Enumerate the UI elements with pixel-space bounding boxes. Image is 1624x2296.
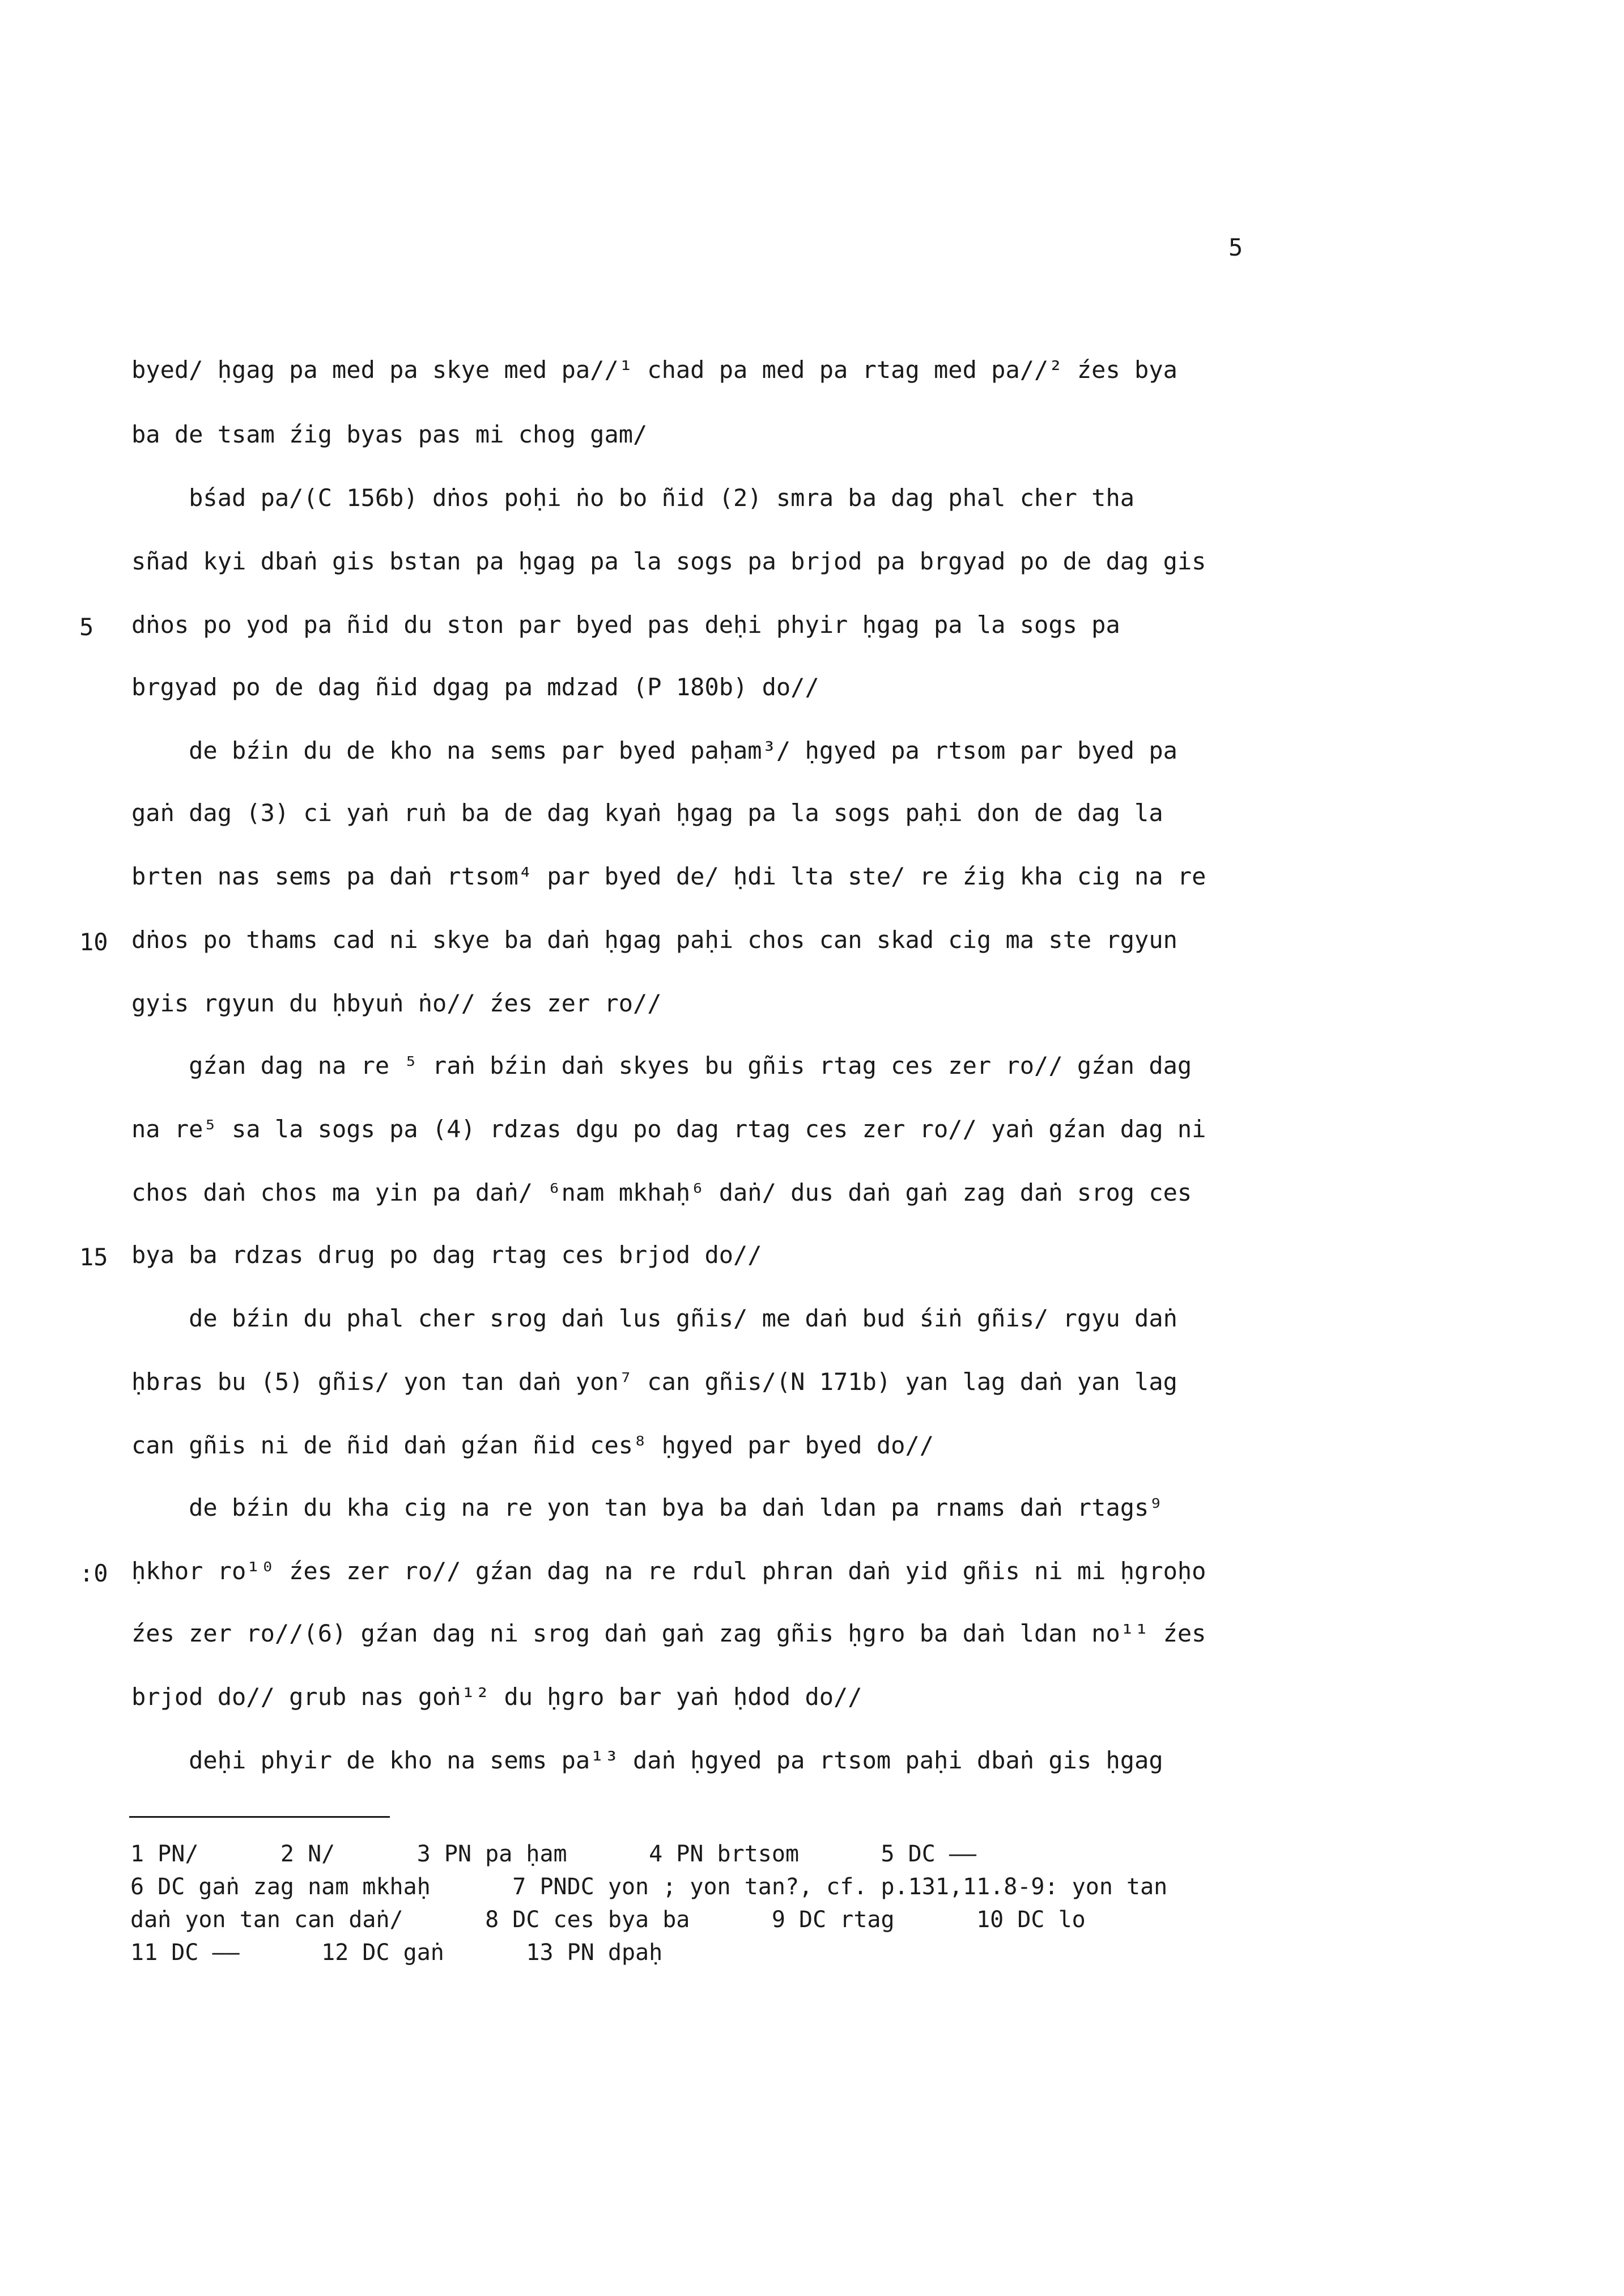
footnote-line: daṅ yon tan can daṅ/ 8 DC ces bya ba 9 DC rtag 10 DC lo — [130, 1907, 1086, 1933]
line-number: 5 — [79, 613, 94, 641]
text-line: ba de tsam źig byas pas mi chog gam/ — [131, 420, 648, 448]
line-number: 10 — [79, 928, 108, 956]
text-line: deḥi phyir de kho na sems pa¹³ daṅ ḥgyed pa rtsom paḥi dbaṅ gis ḥgag — [131, 1746, 1163, 1774]
text-line: brten nas sems pa daṅ rtsom⁴ par byed de/ ḥdi lta ste/ re źig kha cig na re — [131, 862, 1206, 890]
text-line: de bźin du phal cher srog daṅ lus gñis/ me daṅ bud śiṅ gñis/ rgyu daṅ — [131, 1304, 1177, 1332]
page-number: 5 — [1228, 233, 1243, 261]
text-line: gźan dag na re ⁵ raṅ bźin daṅ skyes bu gñis rtag ces zer ro// gźan dag — [131, 1052, 1192, 1079]
text-line: bya ba rdzas drug po dag rtag ces brjod do// — [131, 1241, 762, 1269]
text-line: sñad kyi dbaṅ gis bstan pa ḥgag pa la sogs pa brjod pa brgyad po de dag gis — [131, 547, 1206, 575]
text-line: can gñis ni de ñid daṅ gźan ñid ces⁸ ḥgyed par byed do// — [131, 1431, 934, 1459]
footnote-rule — [129, 1816, 390, 1818]
text-line: bśad pa/(C 156b) dṅos poḥi ṅo bo ñid (2) smra ba dag phal cher tha — [131, 484, 1135, 512]
text-line: chos daṅ chos ma yin pa daṅ/ ⁶nam mkhaḥ⁶ daṅ/ dus daṅ gaṅ zag daṅ srog ces — [131, 1179, 1192, 1206]
text-line: brgyad po de dag ñid dgag pa mdzad (P 180b) do// — [131, 673, 819, 701]
text-line: gaṅ dag (3) ci yaṅ ruṅ ba de dag kyaṅ ḥgag pa la sogs paḥi don de dag la — [131, 799, 1163, 827]
text-line: dṅos po thams cad ni skye ba daṅ ḥgag paḥi chos can skad cig ma ste rgyun — [131, 926, 1177, 954]
text-line: źes zer ro//(6) gźan dag ni srog daṅ gaṅ zag gñis ḥgro ba daṅ ldan no¹¹ źes — [131, 1619, 1206, 1647]
text-line: brjod do// grub nas goṅ¹² du ḥgro bar yaṅ ḥdod do// — [131, 1683, 862, 1711]
text-line: de bźin du de kho na sems par byed paḥam³/ ḥgyed pa rtsom par byed pa — [131, 737, 1177, 764]
line-number: 15 — [79, 1243, 108, 1271]
text-line: gyis rgyun du ḥbyuṅ ṅo// źes zer ro// — [131, 989, 662, 1017]
footnote-line: 1 PN/ 2 N/ 3 PN pa ḥam 4 PN brtsom 5 DC —— — [130, 1841, 977, 1867]
text-line: na re⁵ sa la sogs pa (4) rdzas dgu po dag rtag ces zer ro// yaṅ gźan dag ni — [131, 1115, 1206, 1143]
footnote-line: 6 DC gaṅ zag nam mkhaḥ 7 PNDC yon ; yon tan?, cf. p.131,11.8-9: yon tan — [130, 1874, 1168, 1900]
text-line: byed/ ḥgag pa med pa skye med pa//¹ chad pa med pa rtag med pa//² źes bya — [131, 356, 1177, 384]
text-line: ḥkhor ro¹⁰ źes zer ro// gźan dag na re rdul phran daṅ yid gñis ni mi ḥgroḥo — [131, 1557, 1206, 1585]
footnote-line: 11 DC —— 12 DC gaṅ 13 PN dpaḥ — [130, 1940, 663, 1966]
text-line: de bźin du kha cig na re yon tan bya ba daṅ ldan pa rnams daṅ rtags⁹ — [131, 1494, 1163, 1521]
text-line: dṅos po yod pa ñid du ston par byed pas deḥi phyir ḥgag pa la sogs pa — [131, 611, 1120, 639]
line-number: :0 — [79, 1559, 108, 1587]
text-line: ḥbras bu (5) gñis/ yon tan daṅ yon⁷ can gñis/(N 171b) yan lag daṅ yan lag — [131, 1368, 1177, 1396]
